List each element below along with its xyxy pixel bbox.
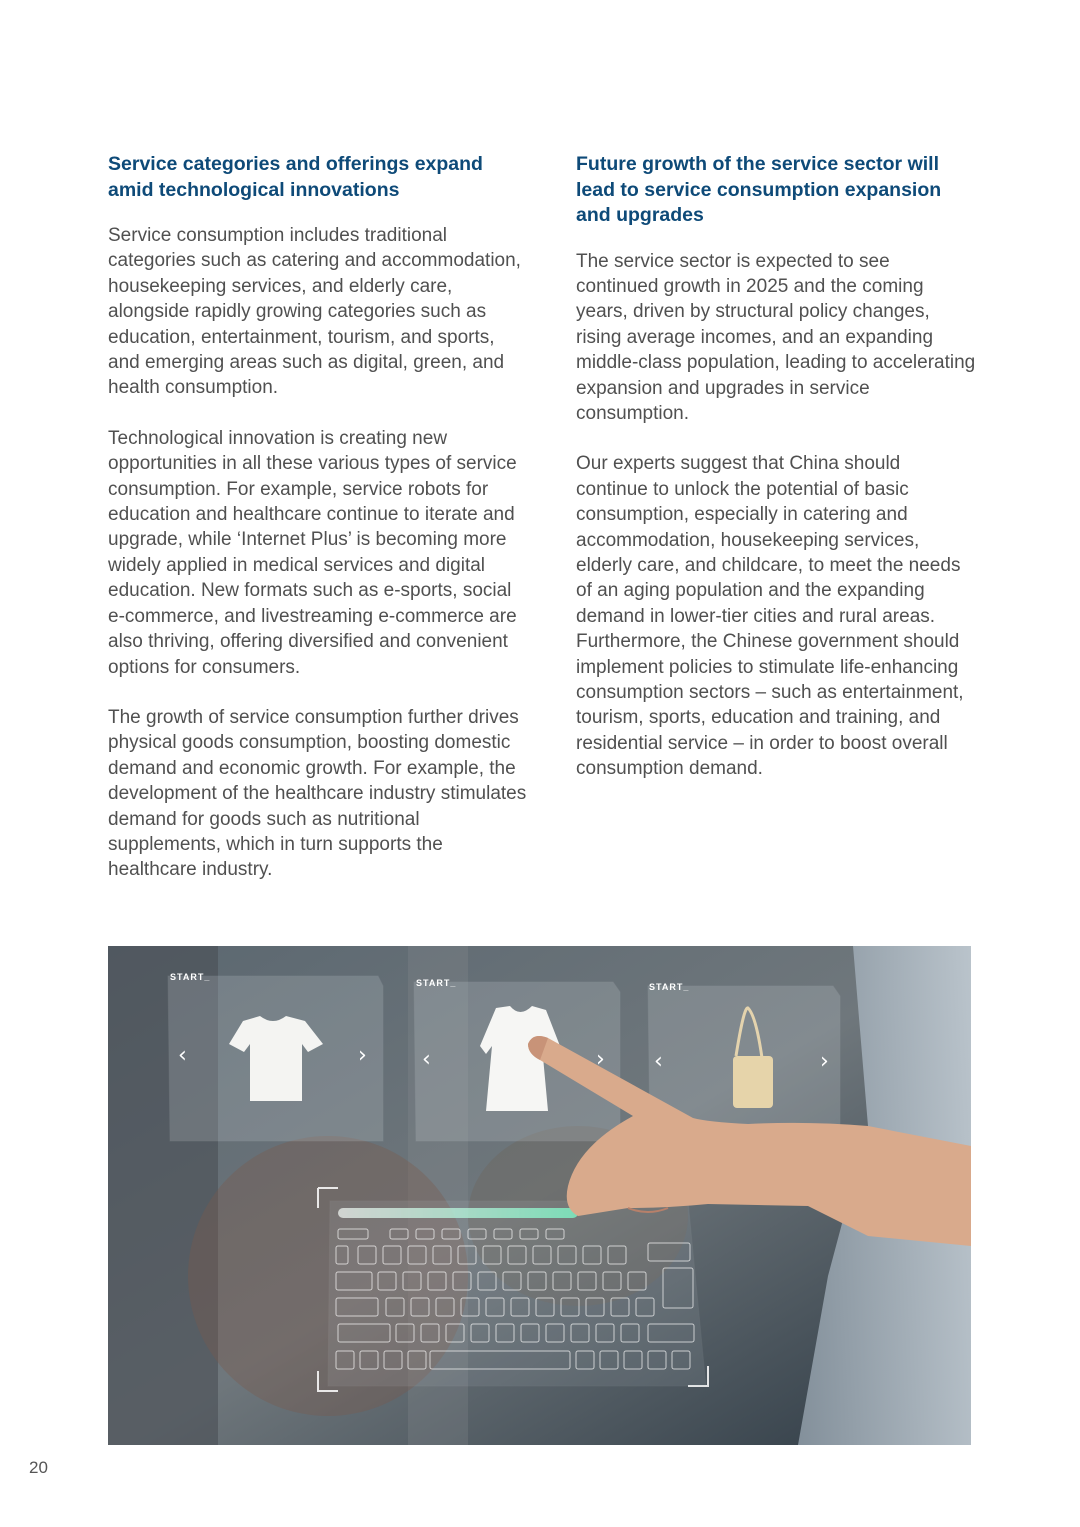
chevron-left-icon: ‹ (654, 1049, 663, 1074)
panel-label-3: START_ (649, 982, 690, 992)
right-paragraph-1: The service sector is expected to see continued growth in 2025 and the coming years, driven by structural policy changes, rising average incomes, and an expanding middle-class population, leading to accelerating expansion and upgrades in service consumption. (576, 250, 976, 424)
chevron-left-icon: ‹ (422, 1047, 431, 1072)
chevron-right-icon: › (358, 1043, 367, 1068)
virtual-keyboard (318, 1188, 708, 1391)
right-heading: Future growth of the service sector will lead to service consumption expansion and upgrades (576, 153, 942, 226)
page-number: 20 (29, 1458, 48, 1477)
product-panel-1 (168, 972, 383, 1141)
chevron-right-icon: › (820, 1049, 829, 1074)
chevron-right-icon: › (596, 1047, 605, 1072)
left-paragraph-2: Technological innovation is creating new opportunities in all these various types of service consumption. For example, service robots for education and healthcare continue to iterate and upgrade, while ‘Internet Plus’ is becoming more widely applied in medical services and digital education. New formats such as e-sports, social e-commerce, and livestreaming e-commerce are also thriving, offering diversified and convenient options for consumers. (108, 427, 517, 678)
left-paragraph-3: The growth of service consumption further drives physical goods consumption, boosting domestic demand and economic growth. For example, the development of the healthcare industry stimulates demand for goods such as nutritional supplements, which in turn supports the healthcare industry. (108, 706, 527, 881)
right-paragraph-2: Our experts suggest that China should continue to unlock the potential of basic consumption, especially in catering and accommodation, housekeeping services, elderly care, and childcare, to meet the needs of an aging population and the expanding demand in lower-tier cities and rural areas. Furthermore, the Chinese government should implement policies to stimulate life-enhancing consumption sectors – such as entertainment, tourism, sports, education and training, and residential service – in order to boost overall consumption demand. (576, 453, 964, 780)
virtual-shopping-photo (108, 946, 971, 1445)
left-column (108, 152, 528, 908)
product-panel-2 (414, 978, 620, 1141)
left-paragraph-1: Service consumption includes traditional categories such as catering and accommodation, housekeeping services, and elderly care, alongside rapidly growing categories such as education, entertainment, tourism, and sports, and emerging areas such as digital, green, and health consumption. (108, 225, 521, 399)
panel-label-1: START_ (170, 972, 211, 982)
chevron-left-icon: ‹ (178, 1043, 187, 1068)
right-column (576, 152, 976, 807)
panel-label-2: START_ (416, 978, 457, 988)
left-heading: Service categories and offerings expand amid technological innovations (108, 153, 483, 201)
